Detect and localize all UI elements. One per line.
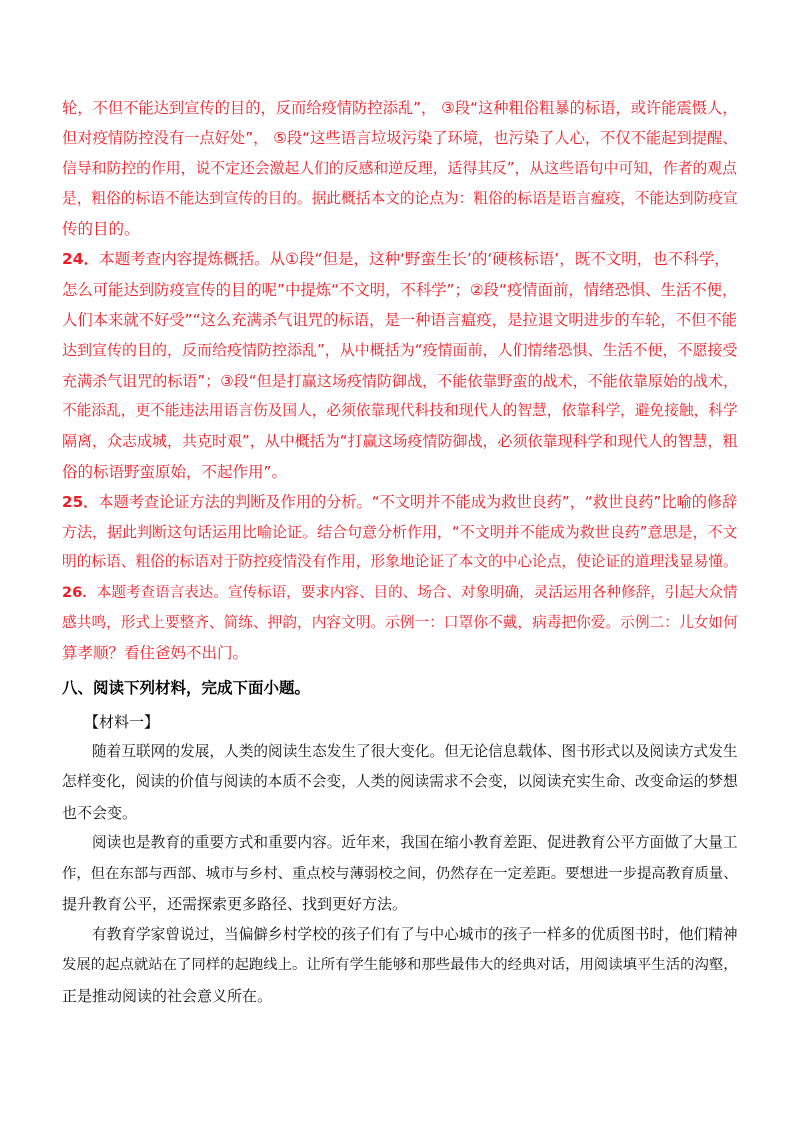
text-line: 信导和防控的作用，说不定还会激起人们的反感和逆反理，适得其反”，从这些语句中可知，作者的观点 xyxy=(62,159,737,177)
text-line: 正是推动阅读的社会意义所在。 xyxy=(62,986,273,1005)
text-segment: 本题考查语言表达。宣传标语，要求内容、目的、场合、对象明确，灵活运用各种修辞，引起大众情 xyxy=(96,583,738,601)
answer-explanation-q25 xyxy=(62,487,738,578)
text-line: 发展的起点就站在了同样的起跑线上。让所有学生能够和那些最伟大的经典对话，用阅读填平生活的沟壑， xyxy=(62,957,738,974)
text-line: 提升教育公平，还需探索更多路径、找到更好方法。 xyxy=(62,895,408,914)
text-line: 人们本来就不好受”“这么充满杀气诅咒的标语，是一种语言瘟疫，是拉退文明进步的车轮，不但不能 xyxy=(62,311,737,330)
text-line: 隔离，众志成城，共克时艰”，从中概括为“打赢这场疫情防御战，必须依靠现科学和现代人的智慧，粗 xyxy=(62,432,738,451)
text-line: 随着互联网的发展，人类的阅读生态发生了很大变化。但无论信息载体、图书形式以及阅读方式发生 xyxy=(92,742,738,760)
answer-explanation-q23 xyxy=(62,93,738,244)
text-line: 俗的标语野蛮原始，不起作用”。 xyxy=(62,462,288,481)
material-paragraph xyxy=(62,920,738,1012)
text-segment: 本题考查内容提炼概括。从①段“但是，这种‘野蛮生长’的‘硬核标语’，既不文明，也不科学， xyxy=(99,250,730,269)
text-line: 明的标语、粗俗的标语对于防控疫情没有作用，形象地论证了本文的中心论点，使论证的道理浅显易懂。 xyxy=(62,553,738,571)
text-line: 感共鸣，形式上要整齐、简练、押韵，内容文明。示例一：口罩你不戴，病毒把你爱。示例二：儿女如何 xyxy=(62,614,738,632)
text-line: 算孝顺？看住爸妈不出门。 xyxy=(62,644,249,663)
text-line: 有教育学家曾说过，当偏僻乡村学校的孩子们有了与中心城市的孩子一样多的优质图书时，他们精神 xyxy=(92,925,738,943)
section-heading: 八、阅读下列材料，完成下面小题。 xyxy=(62,678,311,697)
text-line: 怎么可能达到防疫宣传的目的呢”中提炼“不文明，不科学”；②段“疫情面前，情绪恐惧、生活不便， xyxy=(62,280,738,299)
text-segment: 本题考查论证方法的判断及作用的分析。“不文明并不能成为救世良药”，“救世良药”比喻的修辞 xyxy=(98,492,738,511)
material-paragraph xyxy=(62,737,738,829)
document-page xyxy=(62,93,739,1011)
material-label: 【材料一】 xyxy=(84,712,160,731)
text-line: 也不会变。 xyxy=(62,803,138,822)
text-line: 传的目的。 xyxy=(62,220,140,239)
text-line: 不能添乱，更不能违法用语言伤及国人，必须依靠现代科技和现代人的智慧，依靠科学，避免接触，科学 xyxy=(62,401,738,419)
question-number: 24． xyxy=(62,250,100,269)
question-number: 25． xyxy=(62,492,99,511)
text-line: 阅读也是教育的重要方式和重要内容。近年来，我国在缩小教育差距、促进教育公平方面做了大量工 xyxy=(92,834,738,852)
text-line xyxy=(62,578,738,608)
material-paragraph xyxy=(62,828,738,920)
text-line: 方法，据此判断这句话运用比喻论证。结合句意分析作用，“不文明并不能成为救世良药”意思是，不文 xyxy=(62,523,738,542)
text-line: 充满杀气诅咒的标语”；③段“但是打赢这场疫情防御战，不能依靠野蛮的战术，不能依靠原始的战术， xyxy=(62,371,739,390)
answer-explanation-q26 xyxy=(62,578,738,669)
answer-explanation-q24 xyxy=(62,244,739,486)
question-number: 26． xyxy=(62,583,97,601)
text-line: 是，粗俗的标语不能达到宣传的目的。据此概括本文的论点为：粗俗的标语是语言瘟疫，不能达到防疫宣 xyxy=(62,189,738,207)
text-line: 达到宣传的目的，反而给疫情防控添乱”，从中概括为“疫情面前，人们情绪恐惧、生活不便，不愿接受 xyxy=(62,341,738,360)
text-line: 怎样变化，阅读的价值与阅读的本质不会变，人类的阅读需求不会变，以阅读充实生命、改变命运的梦想 xyxy=(62,773,738,791)
text-line xyxy=(62,244,728,274)
text-line: 但对疫情防控没有一点好处”， ⑤段“这些语言垃圾污染了环境，也污染了人心，不仅不能起到提醒、 xyxy=(62,129,738,148)
text-line: 轮，不但不能达到宣传的目的，反而给疫情防控添乱”， ③段“这种粗俗粗暴的标语，或许能震慑人， xyxy=(62,99,738,117)
text-line: 作，但在东部与西部、城市与乡村、重点校与薄弱校之间，仍然存在一定差距。要想进一步提高教育质量、 xyxy=(62,865,738,882)
text-line xyxy=(62,487,738,517)
